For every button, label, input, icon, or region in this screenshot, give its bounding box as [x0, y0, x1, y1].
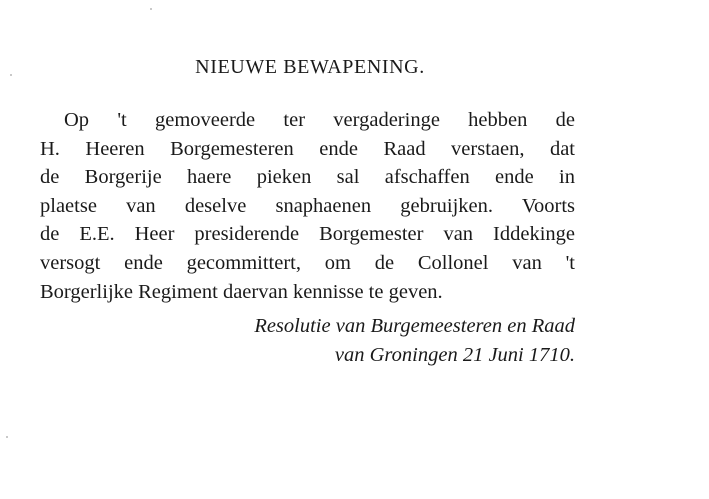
- paragraph-line: Op 't gemoveerde ter vergaderinge hebben de: [64, 109, 575, 131]
- paragraph-line: Borgerlijke Regiment daervan kennisse te geven.: [40, 280, 443, 303]
- paper-speck: [150, 8, 152, 10]
- resolution-paragraph: [40, 106, 575, 306]
- paragraph-line: plaetse van deselve snaphaenen gebruijken. Voorts: [40, 194, 575, 217]
- source-line: van Groningen 21 Juni 1710.: [334, 344, 575, 366]
- paper-speck: [10, 74, 12, 76]
- source-line: Resolutie van Burgemeesteren en Raad: [254, 315, 575, 337]
- paper-speck: [6, 436, 8, 438]
- paragraph-line: H. Heeren Borgemesteren ende Raad verstaen, dat: [40, 137, 575, 160]
- document-title: NIEUWE BEWAPENING.: [195, 56, 425, 78]
- paragraph-line: de E.E. Heer presiderende Borgemester van Iddekinge: [40, 223, 575, 246]
- source-citation: [254, 312, 575, 370]
- paragraph-line: de Borgerije haere pieken sal afschaffen ende in: [40, 166, 575, 189]
- paragraph-line: versogt ende gecommittert, om de Collonel van 't: [40, 251, 575, 274]
